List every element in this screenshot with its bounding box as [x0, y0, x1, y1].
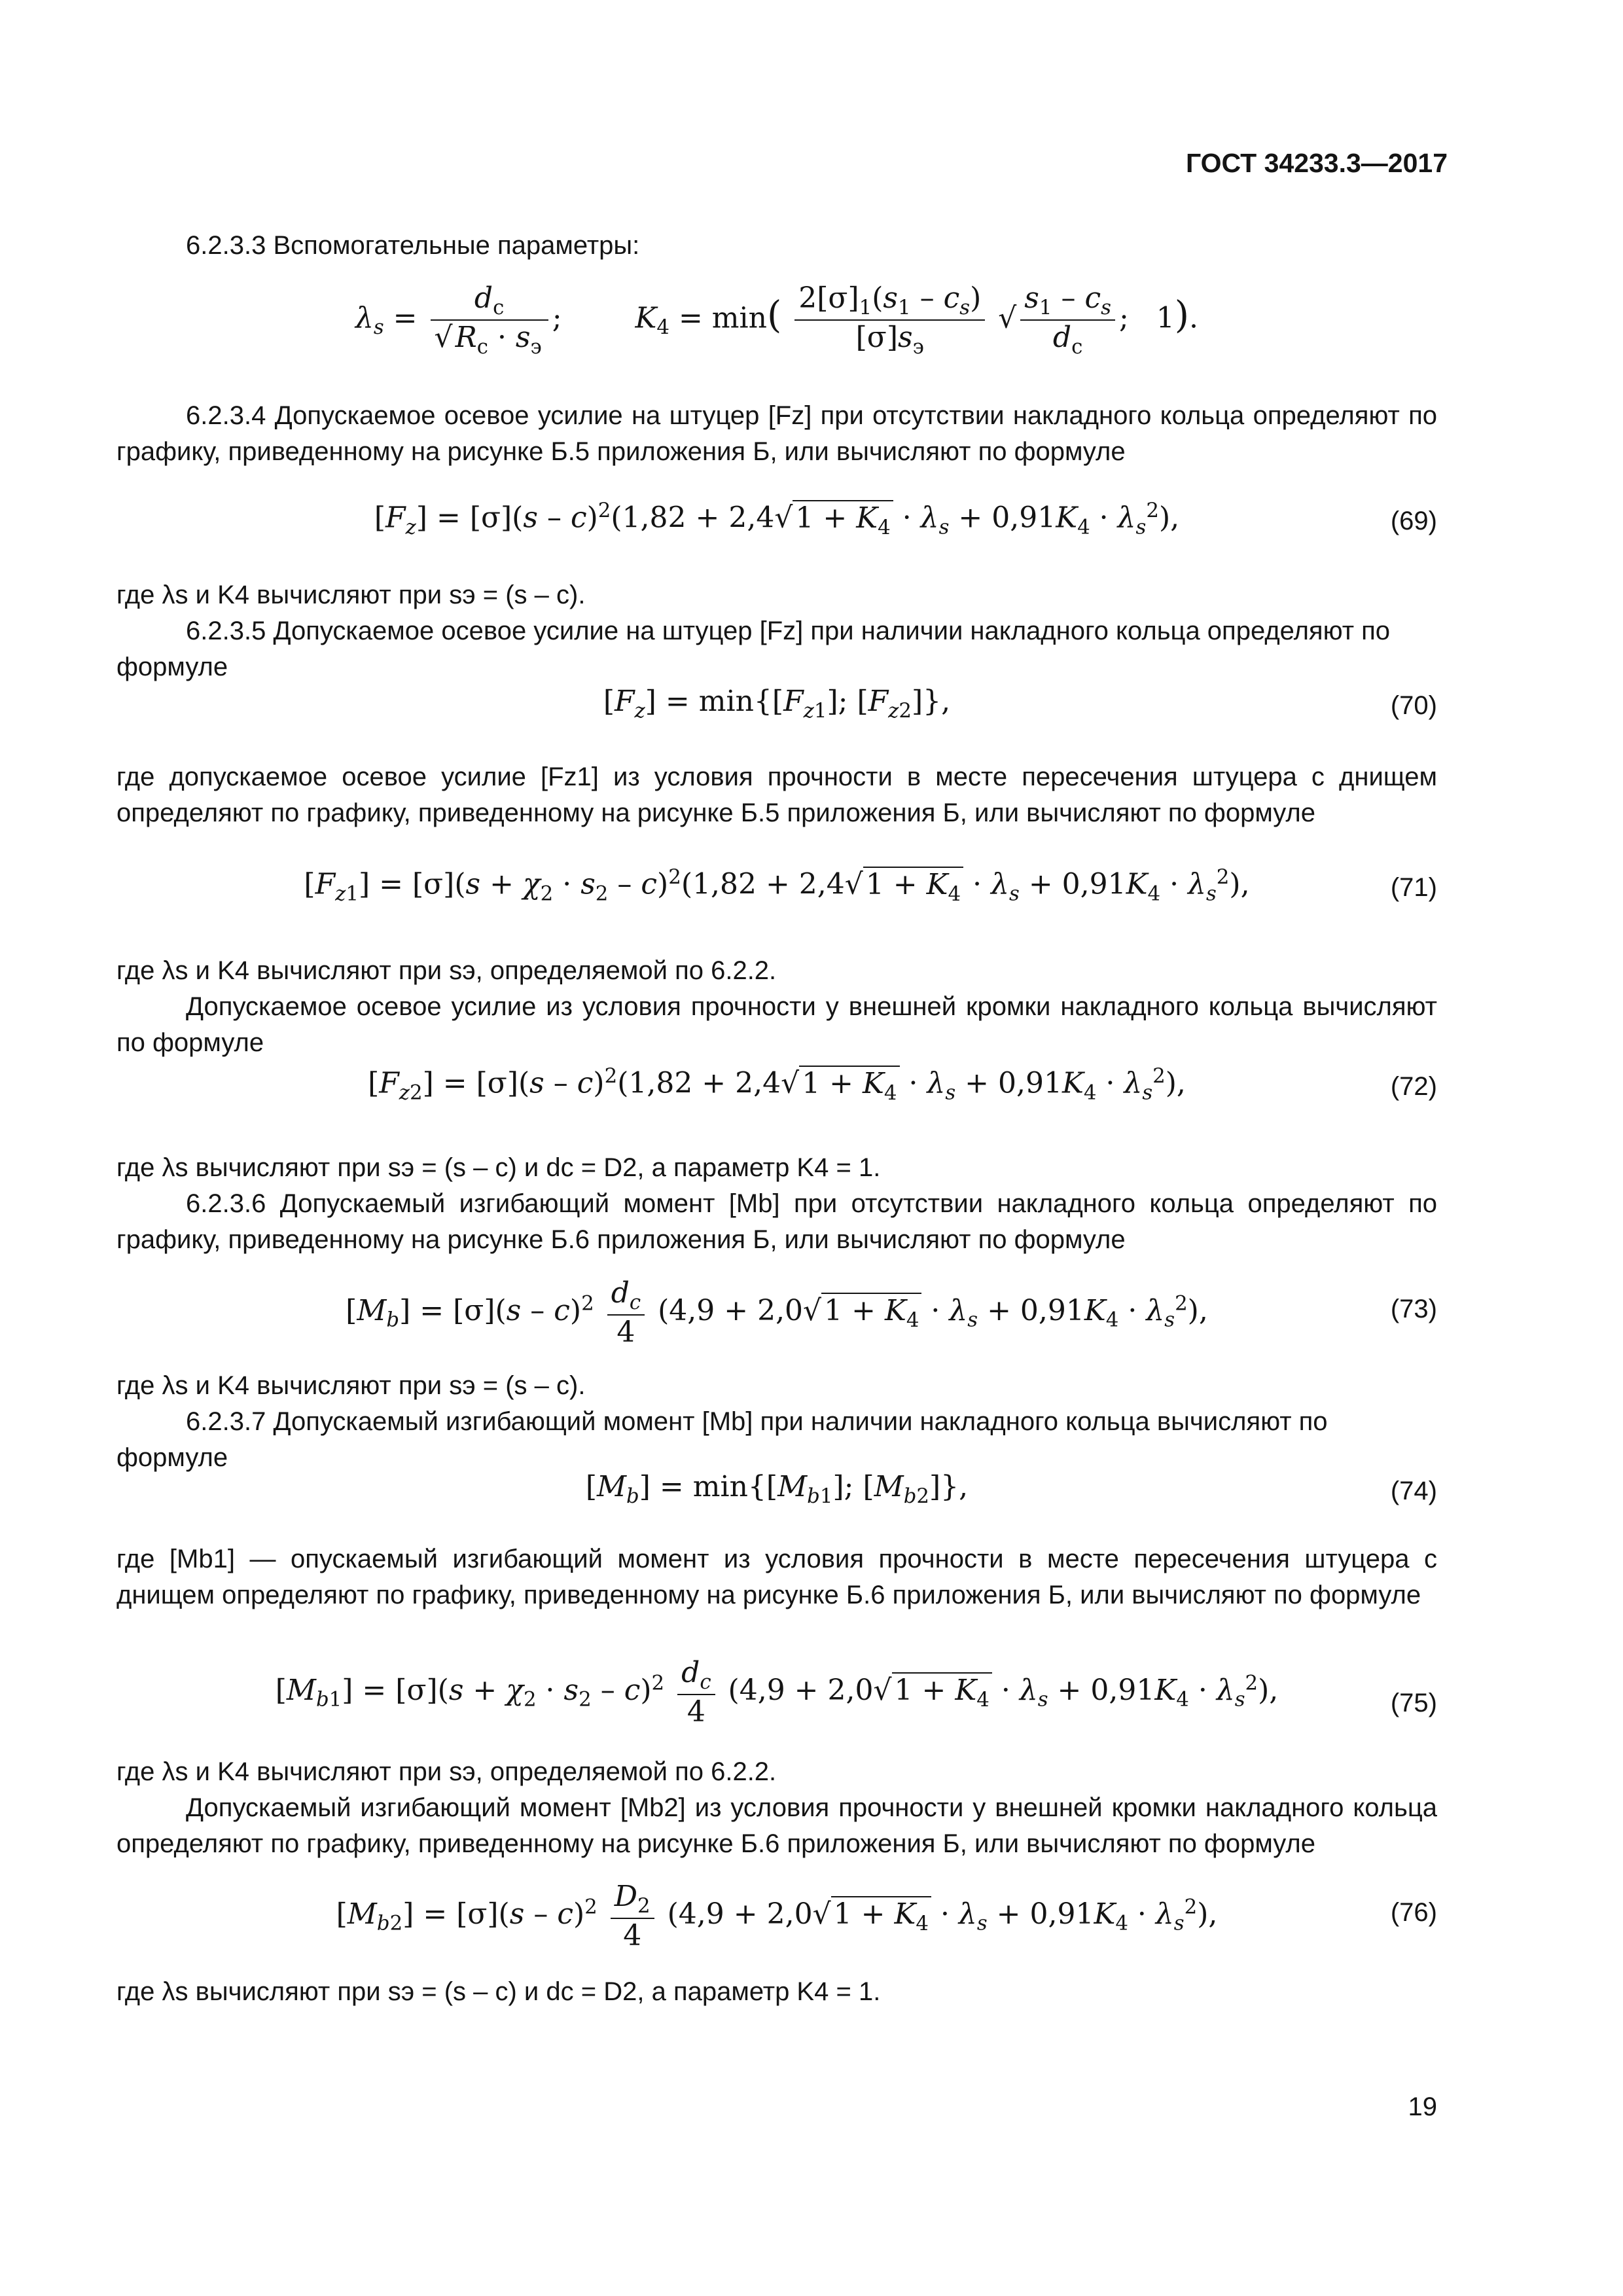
section-6-2-3-5-line1: 6.2.3.5 Допускаемое осевое усилие на штуцер [Fz] при наличии накладного кольца определяют по	[186, 617, 1391, 645]
equation-number-71: (71)	[1390, 873, 1437, 902]
section-6-2-3-3-title: 6.2.3.3 Вспомогательные параметры:	[186, 231, 640, 260]
equation-number-74: (74)	[1390, 1477, 1437, 1505]
document-header: ГОСТ 34233.3—2017	[1185, 148, 1448, 178]
equation-number-72: (72)	[1390, 1072, 1437, 1101]
equation-number-75: (75)	[1390, 1689, 1437, 1717]
formula-71: $[F_{z1}] = [\sigma](s + \chi_2 \cdot s_2 - c)^2(1,82 + 2,4√1 + K_4 \cdot \lambda_s + 0,91K_4 \cdot \lambda_s^2)$,	[304, 865, 1250, 906]
where-74: где [Mb1] — опускаемый изгибающий момент из условия прочности в месте пересечения штуцера с днищем определяют по графику, приведенному на рисунке Б.6 приложения Б, или вычисляют по формуле	[116, 1545, 1437, 1609]
formula-70: $[F_z] = \min\{[F_{z1}]$; $[F_{z2}]$},	[603, 685, 951, 723]
section-6-2-3-5-line2: формуле	[116, 653, 228, 681]
equation-number-76: (76)	[1390, 1898, 1437, 1927]
where-69: где λs и K4 вычисляют при sэ = (s – c).	[116, 581, 586, 609]
equation-number-70: (70)	[1390, 691, 1437, 720]
formula-69: $[F_z] = [\sigma](s - c)^2(1,82 + 2,4√1 + K_4 \cdot \lambda_s + 0,91K_4 \cdot \lambda_s^2)$,	[374, 499, 1180, 539]
where-72: где λs вычисляют при sэ = (s – c) и dc = D2, а параметр K4 = 1.	[116, 1153, 881, 1182]
formula-auxiliary-parameters: $\lambda_s$ = $\frac{d_c}{√R_c \cdot s_э}$ ; $K_4 = \min$( $\frac{2[\sigma]_1(s_1 - c_s)}{[\sigma]s_э}$ √ $\frac{s_1 - c_s}{d_c}$ ; 1).	[355, 281, 1199, 359]
where-73: где λs и K4 вычисляют при sэ = (s – c).	[116, 1371, 586, 1400]
formula-76: $[M_{b2}] = [\sigma](s - c)^2$ $\frac{D_2}{4}$ $(4,9 + 2,0√1 + K_4 \cdot \lambda_s + 0,91K_4 \cdot \lambda_s^2)$,	[336, 1880, 1218, 1952]
formula-74: $[M_b] = \min\{[M_{b1}]$; $[M_{b2}]$},	[585, 1470, 969, 1508]
page-number: 19	[1408, 2092, 1437, 2121]
formula-72: $[F_{z2}] = [\sigma](s - c)^2(1,82 + 2,4√1 + K_4 \cdot \lambda_s + 0,91K_4 \cdot \lambda_s^2)$,	[368, 1064, 1186, 1105]
section-6-2-3-7-line1: 6.2.3.7 Допускаемый изгибающий момент [Mb] при наличии накладного кольца вычисляют по	[186, 1407, 1328, 1436]
where-76: где λs вычисляют при sэ = (s – c) и dc = D2, а параметр K4 = 1.	[116, 1977, 881, 2006]
formula-75: $[M_{b1}] = [\sigma](s + \chi_2 \cdot s_2 - c)^2$ $\frac{d_c}{4}$ $(4,9 + 2,0√1 + K_4 \cdot \lambda_s + 0,91K_4 \cdot \lambda_s^2)$,	[275, 1656, 1279, 1729]
equation-number-69: (69)	[1390, 507, 1437, 535]
section-6-2-3-4: 6.2.3.4 Допускаемое осевое усилие на штуцер [Fz] при отсутствии накладного кольца определяют по графику, приведенному на рисунке Б.5 приложения Б, или вычисляют по формуле	[116, 401, 1437, 466]
paragraph-76: Допускаемый изгибающий момент [Mb2] из условия прочности у внешней кромки накладного кольца определяют по графику, приведенному на рисунке Б.6 приложения Б, или вычисляют по формуле	[116, 1793, 1437, 1858]
equation-number-73: (73)	[1390, 1295, 1437, 1323]
paragraph-72: Допускаемое осевое усилие из условия прочности у внешней кромки накладного кольца вычисляют по формуле	[116, 992, 1437, 1057]
where-75: где λs и K4 вычисляют при sэ, определяемой по 6.2.2.	[116, 1757, 777, 1786]
section-6-2-3-6: 6.2.3.6 Допускаемый изгибающий момент [Mb] при отсутствии накладного кольца определяют по графику, приведенному на рисунке Б.6 приложения Б, или вычисляют по формуле	[116, 1189, 1437, 1254]
formula-73: $[M_b] = [\sigma](s - c)^2$ $\frac{d_c}{4}$ $(4,9 + 2,0√1 + K_4 \cdot \lambda_s + 0,91K_4 \cdot \lambda_s^2)$,	[346, 1276, 1208, 1349]
where-71: где λs и K4 вычисляют при sэ, определяемой по 6.2.2.	[116, 956, 777, 985]
section-6-2-3-7-line2: формуле	[116, 1443, 228, 1472]
where-70: где допускаемое осевое усилие [Fz1] из условия прочности в месте пересечения штуцера с днищем определяют по графику, приведенному на рисунке Б.5 приложения Б, или вычисляют по формуле	[116, 762, 1437, 827]
